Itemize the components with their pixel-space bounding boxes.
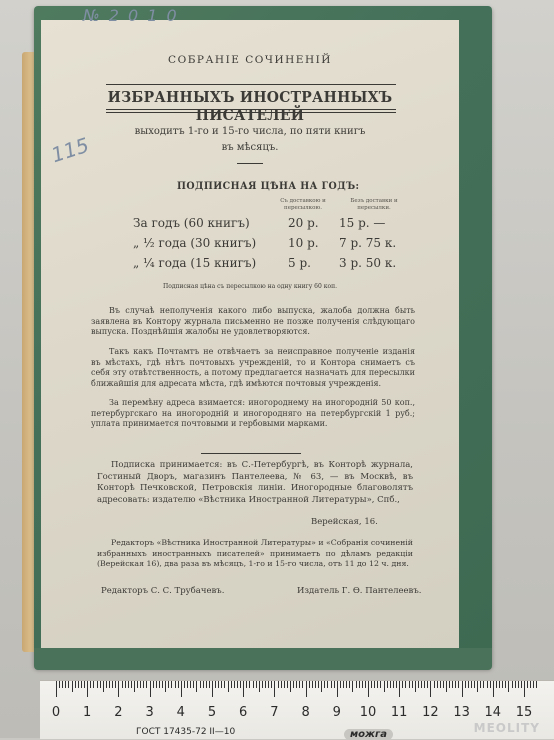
editorial-paragraph: Редакторъ «Вѣстника Иностранной Литературы» и «Собранія сочиненій избранныхъ иностранныхъ писателей» принимаетъ по дѣламъ редакціи (Верейская 16), два раза въ мѣсяцъ, 1-го и 15-го числа, отъ 11 до 12 ч. дня. [97,538,413,568]
ruler-tick [78,681,79,688]
ruler-number: 3 [145,705,154,720]
ruler-tick [168,681,169,688]
ruler-tick [327,681,328,688]
price-label: За годъ (60 книгъ) [133,216,250,230]
ruler-tick [443,681,444,688]
ruler-tick [293,681,294,688]
ruler-tick [209,681,210,688]
ruler-tick [122,681,123,688]
ruler-tick [75,681,76,688]
ruler-tick [106,681,107,688]
ruler-tick [399,681,400,697]
ruler-tick [203,681,204,688]
ruler-tick [68,681,69,688]
issue-line-2: въ мѣсяцъ. [221,142,279,153]
ruler-number: 15 [515,705,533,720]
ruler-tick [533,681,534,688]
ruler-tick [231,681,232,688]
pencil-number-side: 115 [48,132,92,168]
ruler-tick [505,681,506,688]
ruler-number: 9 [332,705,341,720]
ruler-number: 7 [270,705,279,720]
ruler-standard-text: ГОСТ 17435-72 II—10 [136,727,236,737]
ruler-tick [512,681,513,688]
ruler-tick [90,681,91,688]
price-without-delivery: 7 р. 75 к. [339,236,397,250]
ruler-tick [521,681,522,688]
ruler-tick [187,681,188,688]
ruler-tick [206,681,207,688]
ruler-tick [356,681,357,688]
section-divider [201,453,301,454]
ruler-tick [140,681,141,688]
ruler-tick [59,681,60,688]
title-rule-bottom [106,109,396,110]
ruler-tick [352,681,353,692]
ruler-tick [237,681,238,688]
ruler-tick [321,681,322,692]
ruler-number: 8 [301,705,310,720]
ruler-tick [468,681,469,688]
ruler-tick [243,681,244,697]
price-with-delivery: 20 р. [288,216,319,230]
ruler-tick [190,681,191,688]
ruler-tick [455,681,456,688]
ruler-tick [200,681,201,688]
column-with-delivery: Съ доставкою и пересылкою. [280,198,326,211]
ruler-tick [281,681,282,688]
ruler-tick [499,681,500,688]
ruler-tick [137,681,138,688]
ruler-tick [131,681,132,688]
ruler-tick [296,681,297,688]
post-paragraph: Такъ какъ Почтамтъ не отвѣчаетъ за неисправное полученіе изданія въ мѣстахъ, гдѣ нѣтъ почтовыхъ учрежденій, то и Контора снимаетъ съ себя эту отвѣтственность, а потому предлагается назначать для пересылки ближайшія для адресата мѣста, гдѣ имѣются почтовыя учрежденія. [91,347,415,388]
ruler-tick [221,681,222,688]
ruler-tick [87,681,88,697]
title-rule-bottom-thin [106,112,396,113]
ruler-tick [324,681,325,688]
ruler-tick [56,681,57,697]
ruler-tick [65,681,66,688]
ruler-tick [84,681,85,688]
ruler-tick [224,681,225,688]
pencil-number-top: № 2 0 1 0 [83,6,179,25]
ruler-tick [268,681,269,688]
ruler-tick [318,681,319,688]
ruler-number: 0 [51,705,61,720]
ruler-number: 4 [176,705,185,720]
ruler-tick [312,681,313,688]
price-label: „ ½ года (30 книгъ) [133,236,257,250]
ruler-tick [387,681,388,688]
ruler-tick [359,681,360,688]
ruler-tick [527,681,528,688]
publisher-signature: Издатель Г. Ѳ. Пантелеевъ. [297,586,422,596]
title-rule-top [106,84,396,85]
ruler-tick [480,681,481,688]
ruler-tick [536,681,537,688]
ruler-tick [465,681,466,688]
address-change-paragraph: За перемѣну адреса взимается: иногороднему на иногородній 50 коп., петербургскаго на иногородній и иногородняго на петербургскій 1 руб.; уплата принимается почтовыми и гербовыми марками. [91,398,415,428]
issue-line-1: выходитъ 1-го и 15-го числа, по пяти книгъ [134,126,366,137]
ruler-tick [371,681,372,688]
ruler-tick [430,681,431,697]
ruler-tick [368,681,369,697]
issue-schedule [41,124,459,156]
ruler-tick [274,681,275,697]
ruler-tick [418,681,419,688]
ruler-tick [259,681,260,692]
ruler-tick [162,681,163,688]
price-heading: ПОДПИСНАЯ ЦѢНА НА ГОДЪ: [177,180,360,192]
ruler-tick [93,681,94,688]
ruler-tick [362,681,363,688]
ruler-tick [405,681,406,688]
ruler-tick [253,681,254,688]
ruler-tick [415,681,416,692]
price-with-delivery: 10 р. [288,236,319,250]
ruler-tick [515,681,516,688]
ruler-tick [365,681,366,688]
editor-signature: Редакторъ С. С. Трубачевъ. [101,586,225,596]
ruler-tick [427,681,428,688]
ruler-tick [349,681,350,688]
ruler-tick [346,681,347,688]
ruler-tick [256,681,257,688]
ruler-tick [181,681,182,697]
ruler-tick [474,681,475,688]
ruler-tick [100,681,101,688]
ruler-tick [218,681,219,688]
ruler-tick [452,681,453,688]
ruler-tick [302,681,303,688]
ruler-tick [134,681,135,692]
single-issue-note: Подписная цѣна съ пересылкою на одну книгу 60 коп. [163,283,337,290]
ruler-tick [343,681,344,688]
ruler-tick [62,681,63,688]
ruler-tick [462,681,463,697]
ruler-tick [284,681,285,688]
ruler-tick [178,681,179,688]
ruler-tick [97,681,98,688]
ruler-tick [234,681,235,688]
ruler-tick [109,681,110,688]
price-label: „ ¼ года (15 книгъ) [133,256,257,270]
ruler-tick [530,681,531,688]
complaints-paragraph: Въ случаѣ неполученія какого либо выпуска, жалоба должна быть заявлена въ Контору журнала письменно не позже полученія слѣдующаго выпуска. Позднѣйшія жалобы не удовлетворяются. [91,306,415,336]
ruler-tick [72,681,73,692]
ruler-tick [246,681,247,688]
ruler-tick [396,681,397,688]
ruler-tick [390,681,391,688]
ruler-tick [437,681,438,688]
ruler-tick [337,681,338,697]
ruler-tick [262,681,263,688]
ruler-tick [490,681,491,688]
book-bottom-edge [34,648,492,670]
ruler-tick [402,681,403,688]
ruler-tick [215,681,216,688]
ruler-tick [340,681,341,688]
ruler-tick [306,681,307,697]
ruler-tick [228,681,229,692]
watermark: MEOLITY [473,721,540,735]
ruler-tick [483,681,484,688]
measuring-ruler [40,680,554,739]
ruler-tick [493,681,494,697]
ruler-tick [299,681,300,688]
ruler-tick [290,681,291,692]
ruler-tick [409,681,410,688]
ruler-tick [153,681,154,688]
ruler-tick [380,681,381,688]
ruler-tick [115,681,116,688]
ruler-tick [334,681,335,688]
ruler-tick [377,681,378,688]
ruler-tick [412,681,413,688]
ornament-dash [237,163,263,164]
subscription-paragraph: Подписка принимается: въ С.-Петербургѣ, въ Конторѣ журнала, Гостиный Дворъ, магазинъ Пантелеева, № 63, — въ Москвѣ, въ Конторѣ Печковской, Петровскія линіи. Иногородные благоволятъ адресовать: издателю «Вѣстника Иностранной Литературы», Спб., [97,460,413,505]
pasted-label [41,6,459,648]
ruler-tick [249,681,250,688]
ruler-tick [309,681,310,688]
ruler-number: 12 [422,705,439,720]
ruler-tick [184,681,185,688]
ruler-tick [171,681,172,688]
ruler-tick [487,681,488,688]
ruler-tick [287,681,288,688]
ruler-tick [103,681,104,692]
ruler-tick [446,681,447,692]
ruler-tick [496,681,497,688]
ruler-tick [128,681,129,688]
ruler-tick [125,681,126,688]
price-without-delivery: 3 р. 50 к. [339,256,397,270]
ruler-tick [265,681,266,688]
ruler-tick [315,681,316,688]
ruler-tick [118,681,119,697]
ruler-tick [518,681,519,688]
ruler-tick [424,681,425,688]
ruler-tick [458,681,459,688]
ruler-tick [212,681,213,697]
ruler-number: 1 [83,705,92,720]
ruler-tick [81,681,82,688]
ruler-tick [374,681,375,688]
ruler-number: 5 [207,705,217,720]
ruler-tick [524,681,525,697]
ruler-tick [193,681,194,688]
ruler-tick [165,681,166,692]
main-title: ИЗБРАННЫХЪ ИНОСТРАННЫХЪ ПИСАТЕЛЕЙ [107,88,393,124]
ruler-tick [331,681,332,688]
ruler-tick [449,681,450,688]
ruler-tick [112,681,113,688]
price-with-delivery: 5 р. [288,256,311,270]
ruler-tick [477,681,478,692]
subscription-address: Верейская, 16. [311,517,378,527]
ruler-tick [156,681,157,688]
ruler-tick [143,681,144,688]
ruler-number: 11 [390,705,408,720]
ruler-tick [146,681,147,688]
ruler-tick [196,681,197,692]
ruler-number: 13 [453,705,470,720]
ruler-number: 6 [239,705,248,720]
ruler-tick [393,681,394,688]
ruler-maker-mark: можга [344,729,393,740]
price-without-delivery: 15 р. — [339,216,386,230]
ruler-tick [150,681,151,697]
collection-heading: СОБРАНІЕ СОЧИНЕНІЙ [168,54,332,66]
ruler-tick [278,681,279,688]
ruler-tick [502,681,503,688]
ruler-number: 14 [484,705,502,720]
ruler-tick [159,681,160,688]
ruler-tick [434,681,435,688]
ruler-tick [421,681,422,688]
ruler-tick [508,681,509,692]
ruler-number: 10 [359,705,377,720]
ruler-tick [240,681,241,688]
ruler-number: 2 [114,705,123,720]
ruler-tick [384,681,385,692]
ruler-tick [271,681,272,688]
ruler-tick [175,681,176,688]
ruler-tick [440,681,441,688]
column-without-delivery: Безъ доставки и пересылки. [350,198,398,211]
ruler-tick [471,681,472,688]
